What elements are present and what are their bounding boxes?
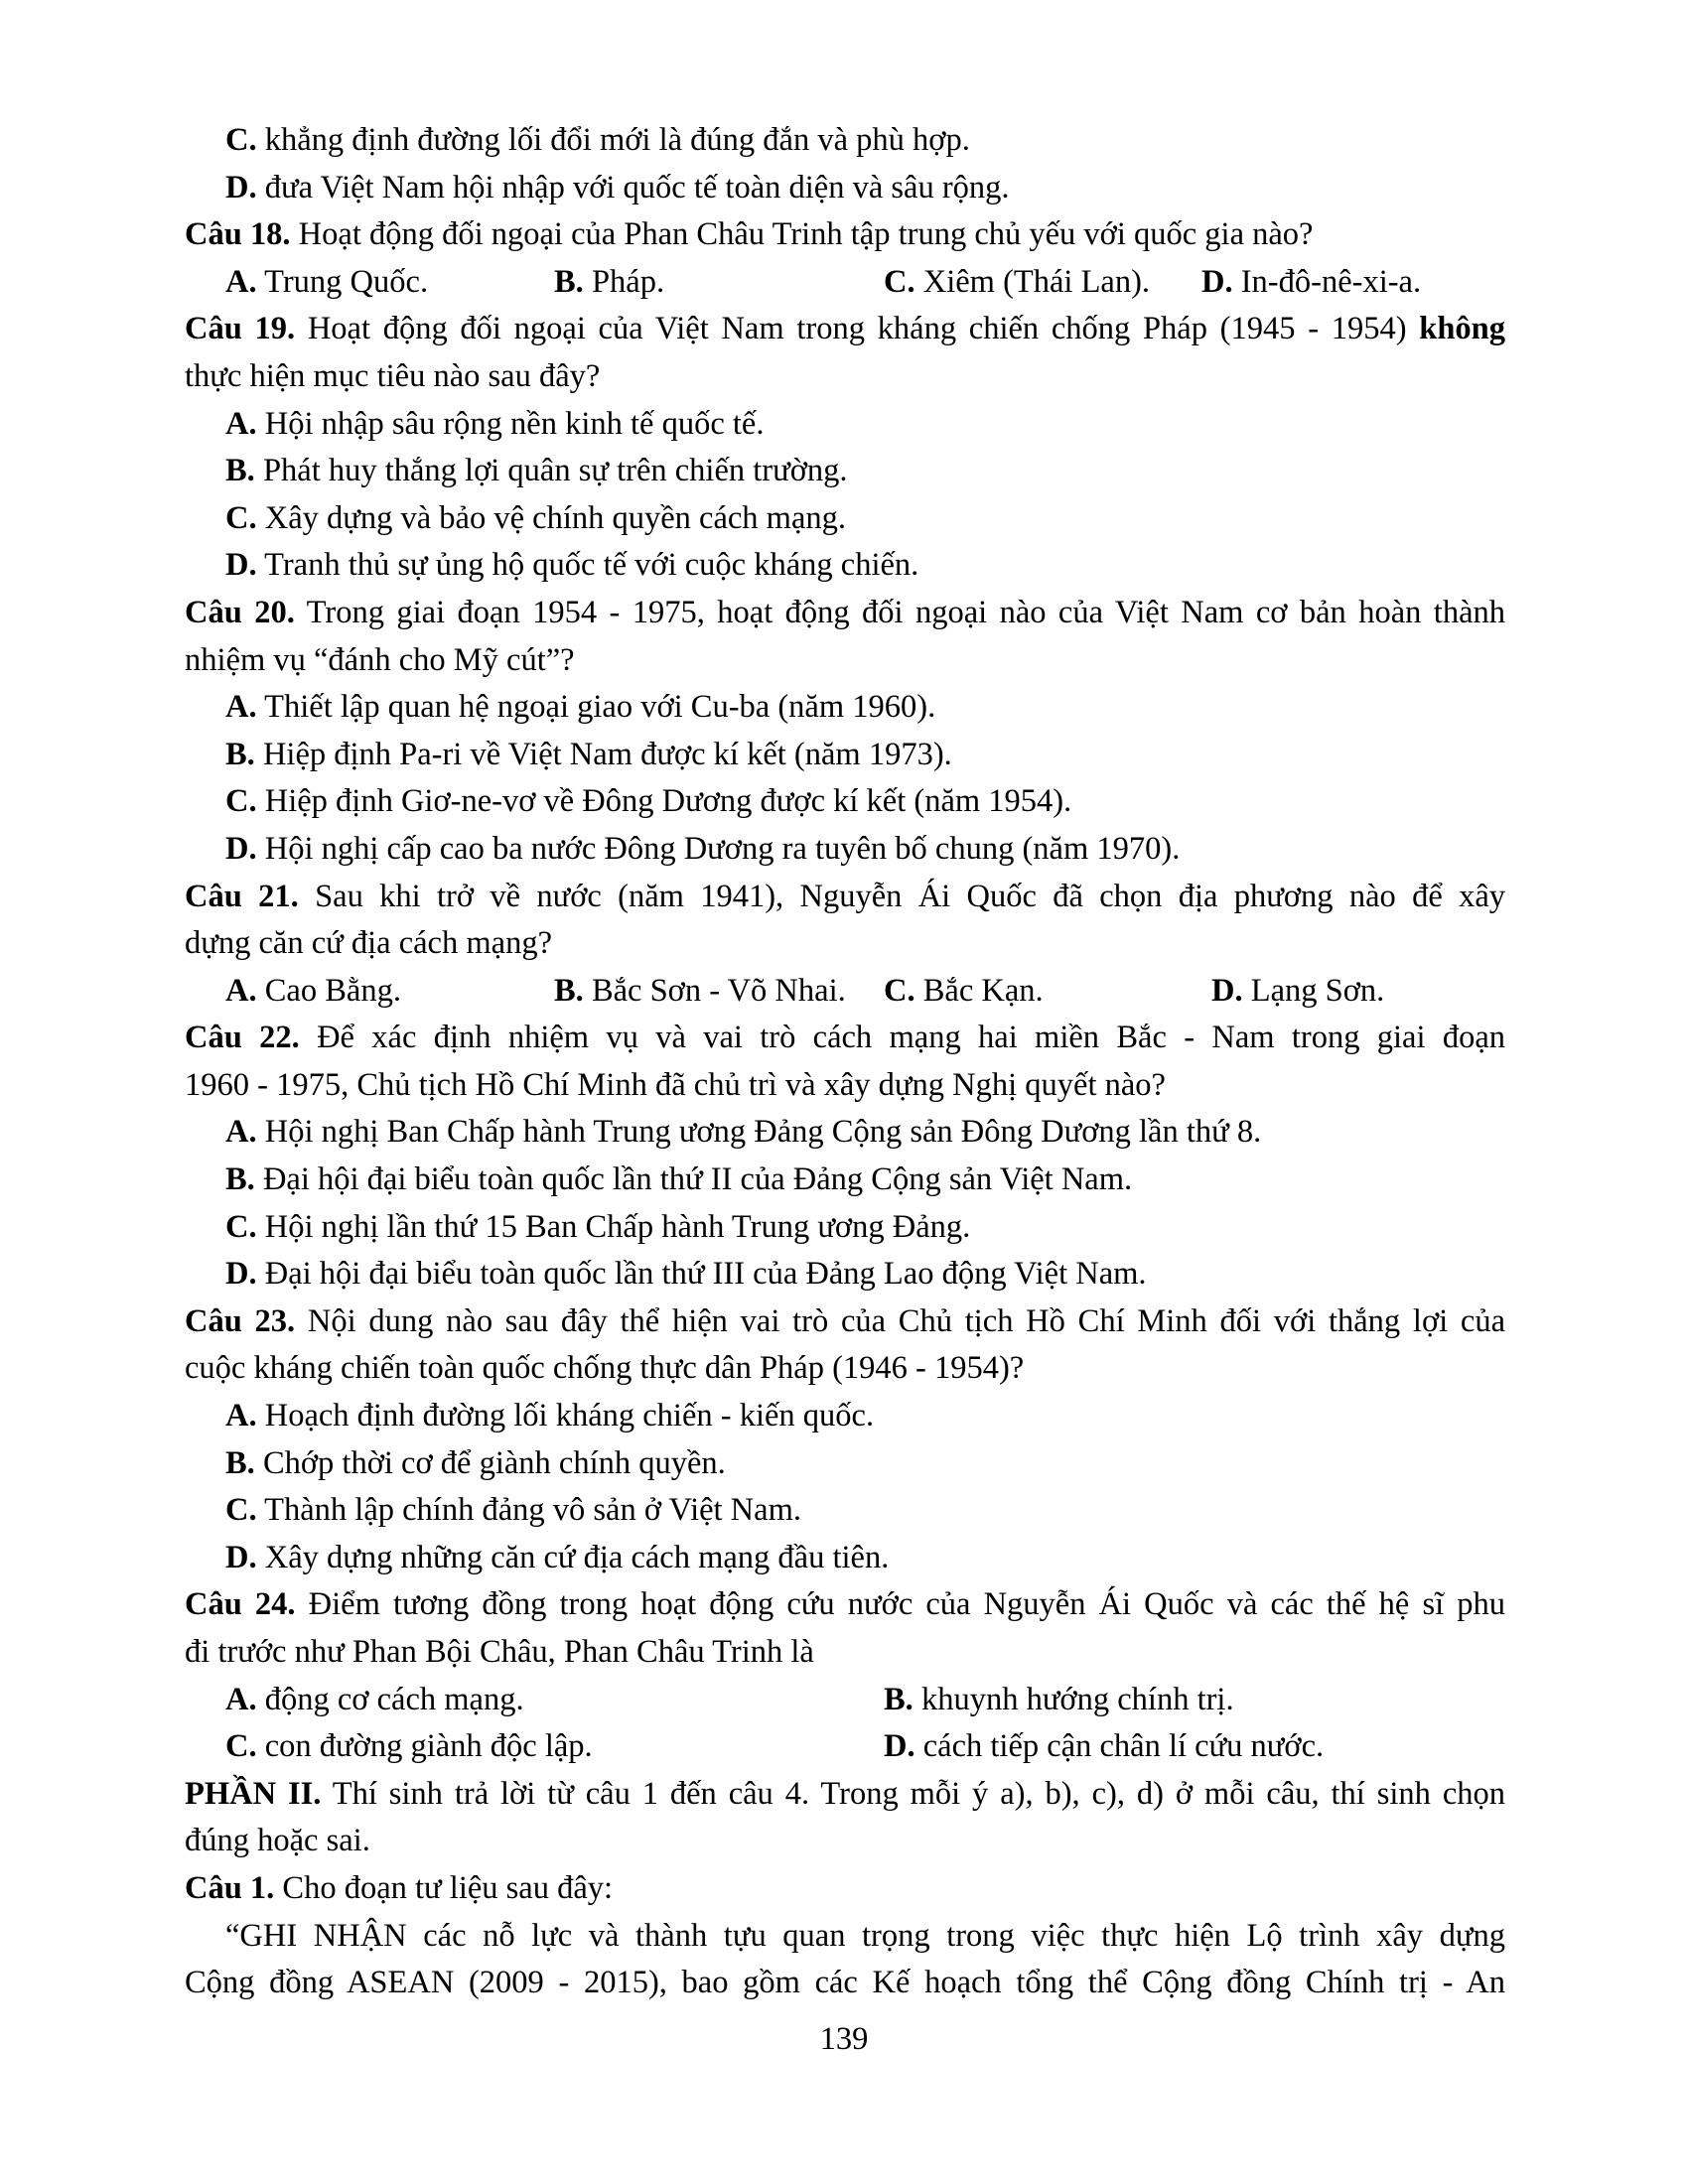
- option-a: A. Cao Bằng.: [225, 972, 401, 1009]
- question-18: Câu 18. Hoạt động đối ngoại của Phan Châu Trinh tập trung chủ yếu với quốc gia nào?: [185, 216, 1314, 253]
- option-c: C. Xiêm (Thái Lan).: [884, 263, 1151, 300]
- question-19-cont: thực hiện mục tiêu nào sau đây?: [185, 357, 601, 394]
- option-b: B. khuynh hướng chính trị.: [884, 1681, 1234, 1717]
- question-23-cont: cuộc kháng chiến toàn quốc chống thực dân Pháp (1946 - 1954)?: [185, 1350, 1025, 1387]
- option-d: D. cách tiếp cận chân lí cứu nước.: [884, 1728, 1325, 1765]
- question-22: Câu 22. Để xác định nhiệm vụ và vai trò cách mạng hai miền Bắc - Nam trong giai đoạn: [185, 1020, 1505, 1056]
- quote-line-2: Cộng đồng ASEAN (2009 - 2015), bao gồm các Kế hoạch tổng thể Cộng đồng Chính trị - An: [185, 1965, 1505, 2001]
- option-a: A. Hội nhập sâu rộng nền kinh tế quốc tế.: [225, 405, 765, 442]
- option-d: D. In-đô-nê-xi-a.: [1201, 263, 1422, 300]
- question-20: Câu 20. Trong giai đoạn 1954 - 1975, hoạt động đối ngoại nào của Việt Nam cơ bản hoàn thành: [185, 594, 1506, 630]
- option-b: B. Bắc Sơn - Võ Nhai.: [554, 972, 846, 1009]
- option-c: C. Xây dựng và bảo vệ chính quyền cách mạng.: [225, 499, 847, 536]
- option-a: A. Hội nghị Ban Chấp hành Trung ương Đảng Cộng sản Đông Dương lần thứ 8.: [225, 1114, 1262, 1151]
- option-d: D. Xây dựng những căn cứ địa cách mạng đầu tiên.: [225, 1539, 890, 1575]
- question-24: Câu 24. Điểm tương đồng trong hoạt động cứu nước của Nguyễn Ái Quốc và các thế hệ sĩ phu: [185, 1586, 1505, 1623]
- option-d: D. đưa Việt Nam hội nhập với quốc tế toàn diện và sâu rộng.: [225, 169, 1010, 205]
- option-b: B. Pháp.: [554, 263, 665, 300]
- option-d: D. Hội nghị cấp cao ba nước Đông Dương ra tuyên bố chung (năm 1970).: [225, 830, 1181, 867]
- question-24-cont: đi trước như Phan Bội Châu, Phan Châu Trinh là: [185, 1634, 814, 1670]
- option-b: B. Phát huy thắng lợi quân sự trên chiến trường.: [225, 453, 848, 489]
- question-22-cont: 1960 - 1975, Chủ tịch Hồ Chí Minh đã chủ trì và xây dựng Nghị quyết nào?: [185, 1066, 1166, 1103]
- option-b: B. Hiệp định Pa-ri về Việt Nam được kí kết (năm 1973).: [225, 736, 952, 772]
- quote-line-1: “GHI NHẬN các nỗ lực và thành tựu quan trọng trong việc thực hiện Lộ trình xây dựng: [225, 1917, 1505, 1954]
- option-c: C. Hiệp định Giơ-ne-vơ về Đông Dương được kí kết (năm 1954).: [225, 783, 1072, 820]
- option-b: B. Chớp thời cơ để giành chính quyền.: [225, 1444, 726, 1481]
- question-24-options-cd: [185, 1723, 1505, 1771]
- question-19: Câu 19. Hoạt động đối ngoại của Việt Nam trong kháng chiến chống Pháp (1945 - 1954) không: [185, 311, 1505, 347]
- option-c: C. con đường giành độc lập.: [225, 1728, 593, 1765]
- page-number: 139: [819, 2021, 869, 2057]
- question-20-cont: nhiệm vụ “đánh cho Mỹ cút”?: [185, 641, 575, 678]
- option-d: D. Lạng Sơn.: [1211, 972, 1385, 1009]
- document-page: [185, 117, 1505, 2007]
- part-2-heading: PHẦN II. Thí sinh trả lời từ câu 1 đến câu 4. Trong mỗi ý a), b), c), d) ở mỗi câu, thí sinh chọn: [185, 1775, 1505, 1812]
- question-24-options-ab: [185, 1677, 1505, 1724]
- question-18-options: [185, 259, 1505, 307]
- question-23: Câu 23. Nội dung nào sau đây thể hiện vai trò của Chủ tịch Hồ Chí Minh đối với thắng lợi của: [185, 1302, 1505, 1339]
- option-b: B. Đại hội đại biểu toàn quốc lần thứ II của Đảng Cộng sản Việt Nam.: [225, 1161, 1133, 1198]
- option-c: C. Hội nghị lần thứ 15 Ban Chấp hành Trung ương Đảng.: [225, 1208, 971, 1245]
- part-2-heading-cont: đúng hoặc sai.: [185, 1823, 370, 1859]
- question-21: Câu 21. Sau khi trở về nước (năm 1941), Nguyễn Ái Quốc đã chọn địa phương nào để xây: [185, 878, 1506, 914]
- option-a: A. động cơ cách mạng.: [225, 1681, 524, 1717]
- option-c: C. khẳng định đường lối đổi mới là đúng đắn và phù hợp.: [225, 122, 970, 158]
- option-a: A. Hoạch định đường lối kháng chiến - kiến quốc.: [225, 1398, 875, 1434]
- option-a: A. Thiết lập quan hệ ngoại giao với Cu-ba (năm 1960).: [225, 689, 936, 726]
- option-a: A. Trung Quốc.: [225, 263, 429, 300]
- question-21-cont: dựng căn cứ địa cách mạng?: [185, 925, 552, 962]
- option-c: C. Bắc Kạn.: [884, 972, 1044, 1009]
- option-d: D. Đại hội đại biểu toàn quốc lần thứ III của Đảng Lao động Việt Nam.: [225, 1256, 1147, 1293]
- question-21-options: [185, 968, 1505, 1016]
- option-c: C. Thành lập chính đảng vô sản ở Việt Nam.: [225, 1492, 801, 1529]
- part-2-question-1: Câu 1. Cho đoạn tư liệu sau đây:: [185, 1869, 614, 1906]
- option-d: D. Tranh thủ sự ủng hộ quốc tế với cuộc kháng chiến.: [225, 547, 919, 584]
